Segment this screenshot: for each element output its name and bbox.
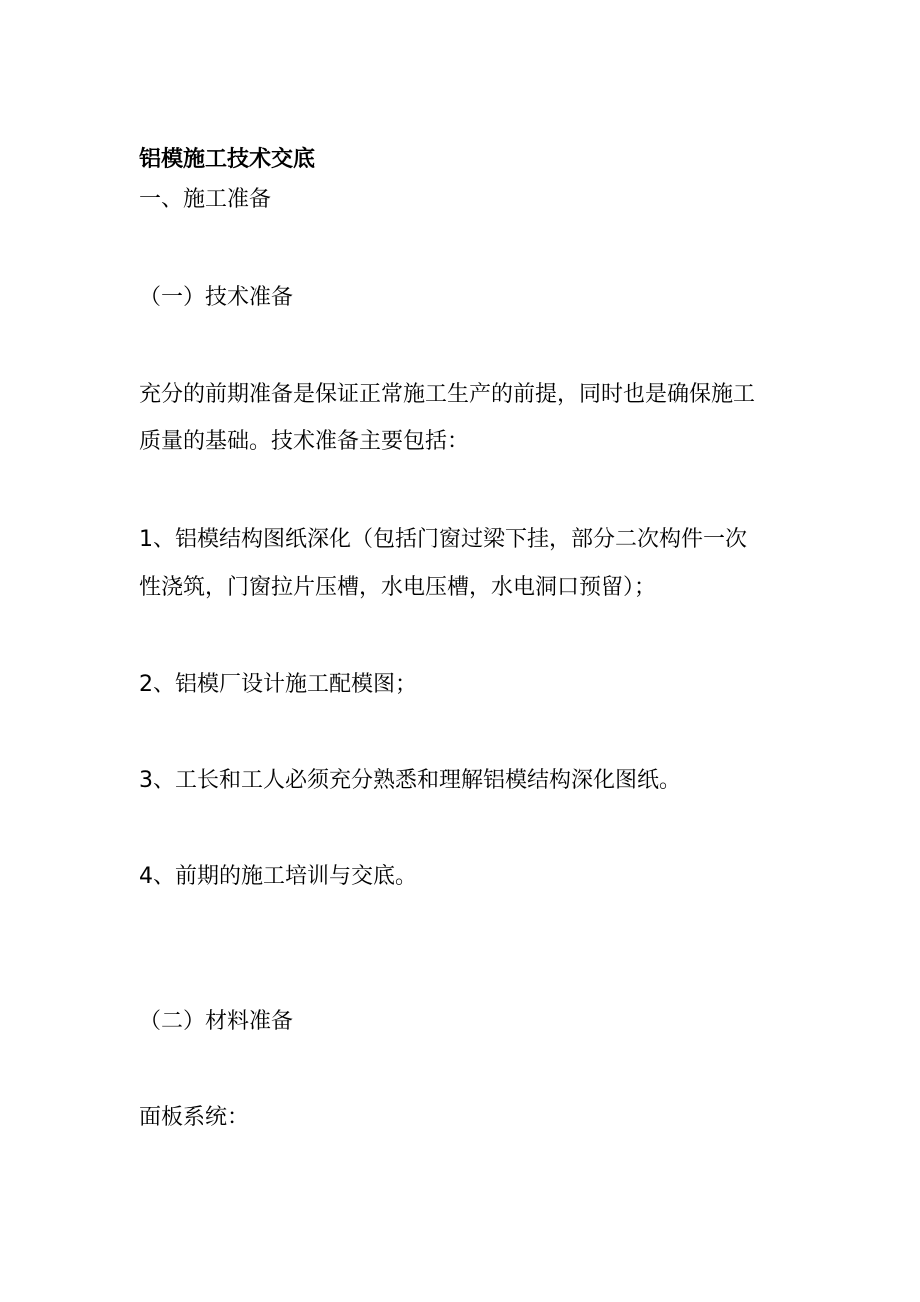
- intro-paragraph-line-2: 质量的基础。技术准备主要包括：: [139, 429, 470, 454]
- list-item-4: 4、前期的施工培训与交底。: [139, 864, 417, 889]
- subsection-heading-technical: （一）技术准备: [139, 285, 294, 310]
- list-item-1-line-1: 1、铝模结构图纸深化（包括门窗过梁下挂，部分二次构件一次: [139, 527, 747, 552]
- list-item-3: 3、工长和工人必须充分熟悉和理解铝模结构深化图纸。: [139, 768, 681, 793]
- list-item-2: 2、铝模厂设计施工配模图；: [139, 672, 417, 697]
- panel-system-heading: 面板系统：: [139, 1105, 250, 1130]
- section-heading-preparation: 一、施工准备: [139, 187, 272, 212]
- document-title: 铝模施工技术交底: [139, 147, 316, 172]
- subsection-heading-materials: （二）材料准备: [139, 1009, 294, 1034]
- intro-paragraph-line-1: 充分的前期准备是保证正常施工生产的前提，同时也是确保施工: [139, 382, 756, 407]
- list-item-1-line-2: 性浇筑，门窗拉片压槽，水电压槽，水电洞口预留）；: [139, 575, 657, 600]
